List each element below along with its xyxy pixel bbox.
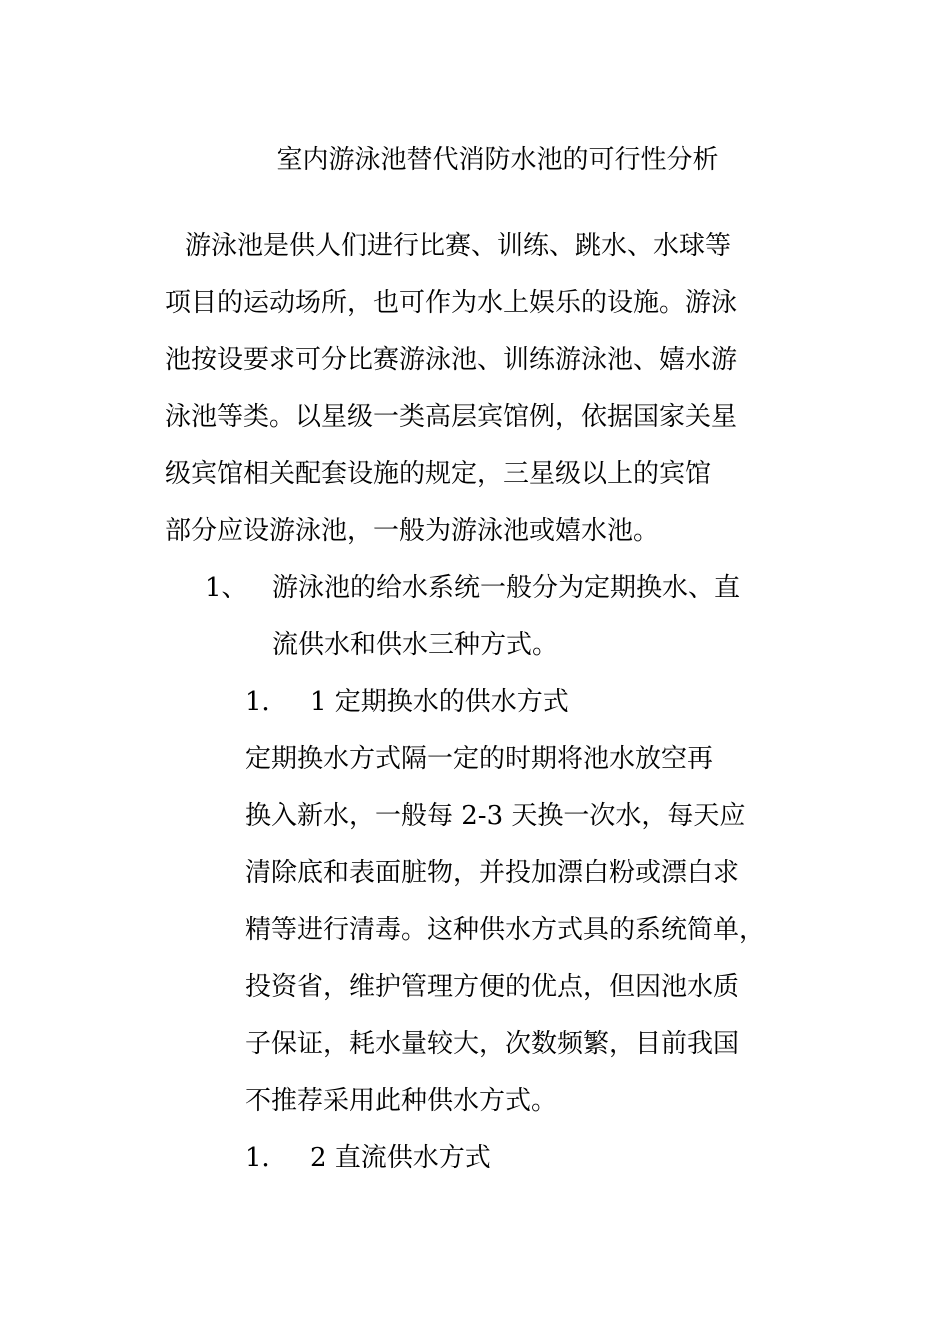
subsection-line: 定期换水方式隔一定的时期将池水放空再 [245,744,714,774]
paragraph-line: 级宾馆相关配套设施的规定，三星级以上的宾馆 [165,459,712,489]
subsection-heading: 1 定期换水的供水方式 [310,687,569,717]
page-title: 室内游泳池替代消防水池的可行性分析 [276,145,719,175]
paragraph-line: 池按设要求可分比赛游泳池、训练游泳池、嬉水游 [165,345,738,375]
paragraph-line: 游泳池是供人们进行比赛、训练、跳水、水球等 [185,231,732,261]
subsection-number: 1． [245,1143,288,1173]
subsection-number: 1． [245,687,288,717]
list-item-line: 游泳池的给水系统一般分为定期换水、直 [272,573,741,603]
subsection-line: 投资省，维护管理方便的优点，但因池水质 [245,972,740,1002]
paragraph-line: 部分应设游泳池，一般为游泳池或嬉水池。 [165,516,660,546]
paragraph-line: 泳池等类。以星级一类高层宾馆例，依据国家关星 [165,402,738,432]
paragraph-line: 项目的运动场所，也可作为水上娱乐的设施。游泳 [165,288,738,318]
subsection-line: 不推荐采用此种供水方式。 [245,1086,558,1116]
subsection-line: 精等进行清毒。这种供水方式具的系统简单， [245,915,766,945]
subsection-heading: 2 直流供水方式 [310,1143,491,1173]
subsection-line: 清除底和表面脏物，并投加漂白粉或漂白求 [245,858,740,888]
subsection-line: 子保证，耗水量较大，次数频繁，目前我国 [245,1029,740,1059]
list-item-number: 1、 [205,573,248,603]
subsection-line: 换入新水，一般每 2-3 天换一次水，每天应 [245,801,746,831]
list-item-line: 流供水和供水三种方式。 [272,630,559,660]
